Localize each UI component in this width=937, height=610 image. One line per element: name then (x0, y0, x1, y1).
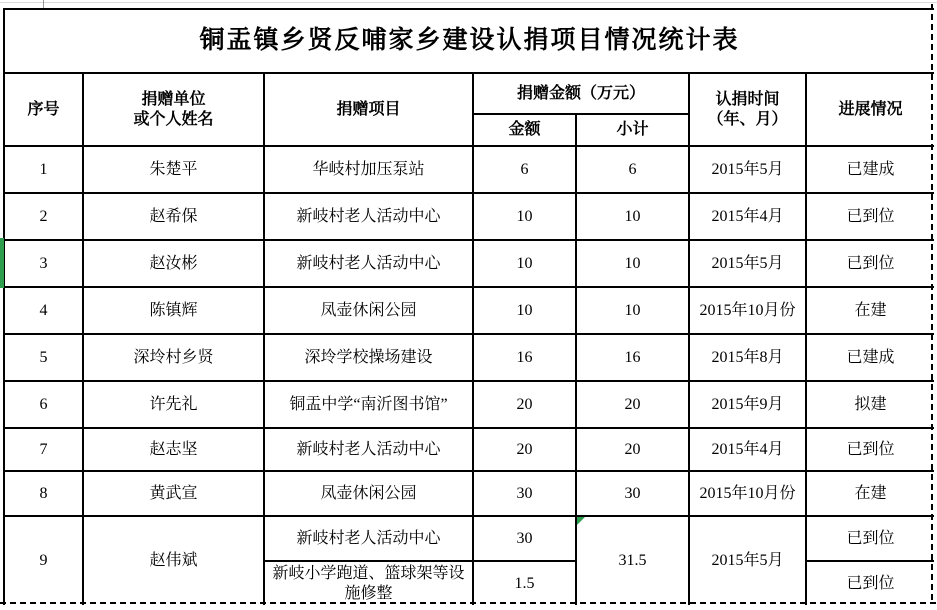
subtotal-cell[interactable]: 10 (576, 193, 689, 240)
header-amount-cell[interactable]: 金额 (473, 114, 576, 146)
index-cell[interactable]: 3 (4, 240, 83, 287)
table-row (4, 428, 934, 471)
amount-cell[interactable]: 10 (473, 193, 576, 240)
donor-cell[interactable]: 深坽村乡贤 (83, 334, 264, 381)
project-cell[interactable]: 新岐村老人活动中心 (264, 193, 473, 240)
page-break-line-vertical (931, 4, 933, 604)
index-cell[interactable]: 6 (4, 381, 83, 428)
index-cell[interactable]: 7 (4, 428, 83, 471)
amount-cell[interactable]: 16 (473, 334, 576, 381)
header-project-cell[interactable]: 捐赠项目 (264, 73, 473, 146)
index-cell[interactable]: 9 (4, 516, 83, 605)
index-cell[interactable]: 5 (4, 334, 83, 381)
status-cell[interactable]: 已到位 (806, 193, 934, 240)
amount-cell[interactable]: 20 (473, 381, 576, 428)
amount-cell[interactable]: 20 (473, 428, 576, 471)
gridline-remnant-tick (43, 0, 44, 8)
status-cell[interactable]: 在建 (806, 287, 934, 334)
header-time-cell[interactable] (689, 73, 806, 146)
donor-cell[interactable]: 朱楚平 (83, 146, 264, 193)
table-row (4, 146, 934, 193)
amount-cell[interactable]: 30 (473, 516, 576, 561)
amount-cell[interactable]: 10 (473, 287, 576, 334)
index-cell[interactable]: 2 (4, 193, 83, 240)
header-index-cell[interactable]: 序号 (4, 73, 83, 146)
donation-statistics-table (3, 8, 934, 605)
cell-flag-triangle-icon (577, 517, 585, 525)
subtotal-cell[interactable]: 20 (576, 428, 689, 471)
project-cell[interactable]: 新岐小学跑道、篮球架等设施修整 (264, 561, 473, 605)
table-row (4, 287, 934, 334)
header-time-line2: （年、月） (707, 110, 788, 128)
project-cell[interactable]: 新岐村老人活动中心 (264, 240, 473, 287)
donor-cell[interactable]: 黄武宣 (83, 471, 264, 516)
status-cell[interactable]: 拟建 (806, 381, 934, 428)
amount-cell[interactable]: 1.5 (473, 561, 576, 605)
amount-cell[interactable]: 6 (473, 146, 576, 193)
index-cell[interactable]: 1 (4, 146, 83, 193)
time-cell[interactable]: 2015年5月 (689, 240, 806, 287)
header-subtotal-cell[interactable]: 小计 (576, 114, 689, 146)
time-cell[interactable]: 2015年5月 (689, 146, 806, 193)
project-cell[interactable]: 凤壶休闲公园 (264, 471, 473, 516)
status-cell[interactable]: 已建成 (806, 146, 934, 193)
time-cell[interactable]: 2015年9月 (689, 381, 806, 428)
amount-cell[interactable]: 10 (473, 240, 576, 287)
subtotal-cell[interactable]: 10 (576, 287, 689, 334)
donor-cell[interactable]: 许先礼 (83, 381, 264, 428)
header-progress-cell[interactable]: 进展情况 (806, 73, 934, 146)
time-cell[interactable]: 2015年10月份 (689, 471, 806, 516)
header-donor-line1: 捐赠单位 (141, 90, 206, 108)
subtotal-cell[interactable]: 16 (576, 334, 689, 381)
table-row (4, 471, 934, 516)
status-cell[interactable]: 已到位 (806, 516, 934, 561)
gridline-remnant-horizontal (0, 2, 937, 3)
time-cell[interactable]: 2015年5月 (689, 516, 806, 605)
table-row (4, 381, 934, 428)
table-row (4, 334, 934, 381)
header-donor-cell[interactable] (83, 73, 264, 146)
table-row (4, 193, 934, 240)
header-time-line1: 认捐时间 (715, 90, 780, 108)
status-cell[interactable]: 已到位 (806, 428, 934, 471)
donor-cell[interactable]: 赵志坚 (83, 428, 264, 471)
page-break-line-horizontal (0, 602, 937, 604)
donor-cell[interactable]: 赵汝彬 (83, 240, 264, 287)
header-amount-group-cell[interactable]: 捐赠金额（万元） (473, 73, 689, 114)
project-cell[interactable]: 新岐村老人活动中心 (264, 428, 473, 471)
status-cell[interactable]: 已建成 (806, 334, 934, 381)
time-cell[interactable]: 2015年4月 (689, 428, 806, 471)
table-row (4, 516, 934, 561)
subtotal-cell[interactable]: 30 (576, 471, 689, 516)
donor-cell[interactable]: 赵伟斌 (83, 516, 264, 605)
selection-highlight (0, 238, 4, 288)
donor-cell[interactable]: 赵希保 (83, 193, 264, 240)
header-donor-line2: 或个人姓名 (133, 110, 214, 128)
table-row (4, 240, 934, 287)
project-cell[interactable]: 凤壶休闲公园 (264, 287, 473, 334)
subtotal-cell[interactable]: 20 (576, 381, 689, 428)
status-cell[interactable]: 已到位 (806, 240, 934, 287)
time-cell[interactable]: 2015年4月 (689, 193, 806, 240)
table-title-cell[interactable]: 铜盂镇乡贤反哺家乡建设认捐项目情况统计表 (4, 9, 934, 73)
index-cell[interactable]: 8 (4, 471, 83, 516)
time-cell[interactable]: 2015年10月份 (689, 287, 806, 334)
project-cell[interactable]: 新岐村老人活动中心 (264, 516, 473, 561)
index-cell[interactable]: 4 (4, 287, 83, 334)
subtotal-cell[interactable]: 31.5 (576, 516, 689, 605)
project-cell[interactable]: 深坽学校操场建设 (264, 334, 473, 381)
project-cell[interactable]: 铜盂中学“南沂图书馆” (264, 381, 473, 428)
status-cell[interactable]: 在建 (806, 471, 934, 516)
donor-cell[interactable]: 陈镇辉 (83, 287, 264, 334)
subtotal-cell[interactable]: 6 (576, 146, 689, 193)
time-cell[interactable]: 2015年8月 (689, 334, 806, 381)
amount-cell[interactable]: 30 (473, 471, 576, 516)
project-cell[interactable]: 华岐村加压泵站 (264, 146, 473, 193)
status-cell[interactable]: 已到位 (806, 561, 934, 605)
subtotal-cell[interactable]: 10 (576, 240, 689, 287)
